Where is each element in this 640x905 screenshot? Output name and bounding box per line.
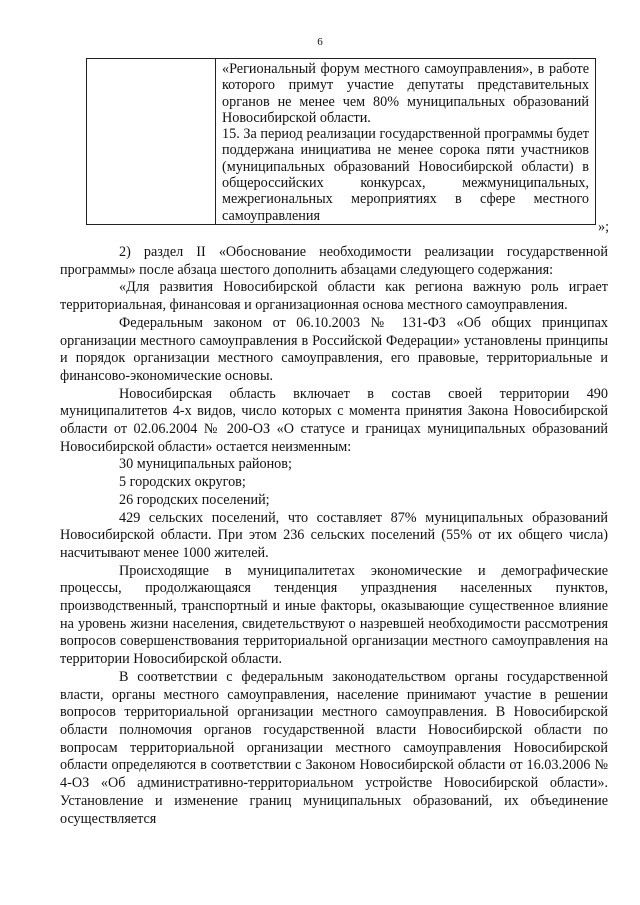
- paragraph: Происходящие в муниципалитетах экономические и демографические процессы, продолжающаяся тенденция упразднения населенных пунктов, производственный, транспортный и иные факторы, оказывающие существенное влияние на уровень жизни населения, свидетельствуют о назревшей необходимости рассмотрения вопросов совершенствования территориальной организации местного самоуправления на территории Новосибирской области.: [60, 562, 608, 668]
- paragraph: Федеральным законом от 06.10.2003 № 131-ФЗ «Об общих принципах организации местного самоуправления в Российской Федерации» установлены принципы и порядок организации местного самоуправления, его правовые, территориальные и финансово-экономические основы.: [60, 314, 608, 384]
- paragraph: В соответствии с федеральным законодательством органы государственной власти, органы местного самоуправления, население принимают участие в решении вопросов территориальной организации местного самоуправления. В Новосибирской области полномочия органов государственной власти Новосибирской области по вопросам территориальной организации местного самоуправления Новосибирской области определяются в соответствии с Законом Новосибирской области от 16.03.2006 № 4-ОЗ «Об административно-территориальном устройстве Новосибирской области». Установление и изменение границ муниципальных образований, их объединение осуществляется: [60, 668, 608, 827]
- paragraph: 5 городских округов;: [119, 474, 246, 491]
- table-cell-paragraph: 15. За период реализации государственной программы будет поддержана инициатива не менее сорока пяти участников (муниципальных образований Новосибирской области) в общероссийских конкурсах, межмуниципальных, межрегиональных мероприятиях в сфере местного самоуправления: [222, 126, 589, 224]
- paragraph: 30 муниципальных районов;: [119, 456, 292, 473]
- table-cell-empty: [87, 59, 216, 225]
- continued-table: [86, 58, 596, 225]
- paragraph: 429 сельских поселений, что составляет 87% муниципальных образований Новосибирской области. При этом 236 сельских поселений (55% от их общего числа) насчитывают менее 1000 жителей.: [60, 509, 608, 561]
- paragraph: 26 городских поселений;: [119, 491, 270, 508]
- body-text: [60, 244, 608, 828]
- paragraph: Новосибирская область включает в состав своей территории 490 муниципалитетов 4-х видов, число которых с момента принятия Закона Новосибирской области от 02.06.2004 № 200-ОЗ «О статусе и границах муниципальных образований Новосибирской области» остается неизменным:: [60, 385, 608, 455]
- closing-quote-mark: »;: [598, 219, 610, 235]
- table-row: [87, 59, 596, 225]
- table-cell-text: [216, 59, 596, 225]
- paragraph: 2) раздел II «Обоснование необходимости реализации государственной программы» после абзаца шестого дополнить абзацами следующего содержания:: [60, 244, 608, 278]
- table-cell-paragraph: «Региональный форум местного самоуправления», в работе которого примут участие депутаты представительных органов не менее чем 80% муниципальных образований Новосибирской области.: [222, 61, 589, 126]
- paragraph: «Для развития Новосибирской области как региона важную роль играет территориальная, финансовая и организационная основа местного самоуправления.: [60, 279, 608, 314]
- page-number: 6: [317, 36, 323, 48]
